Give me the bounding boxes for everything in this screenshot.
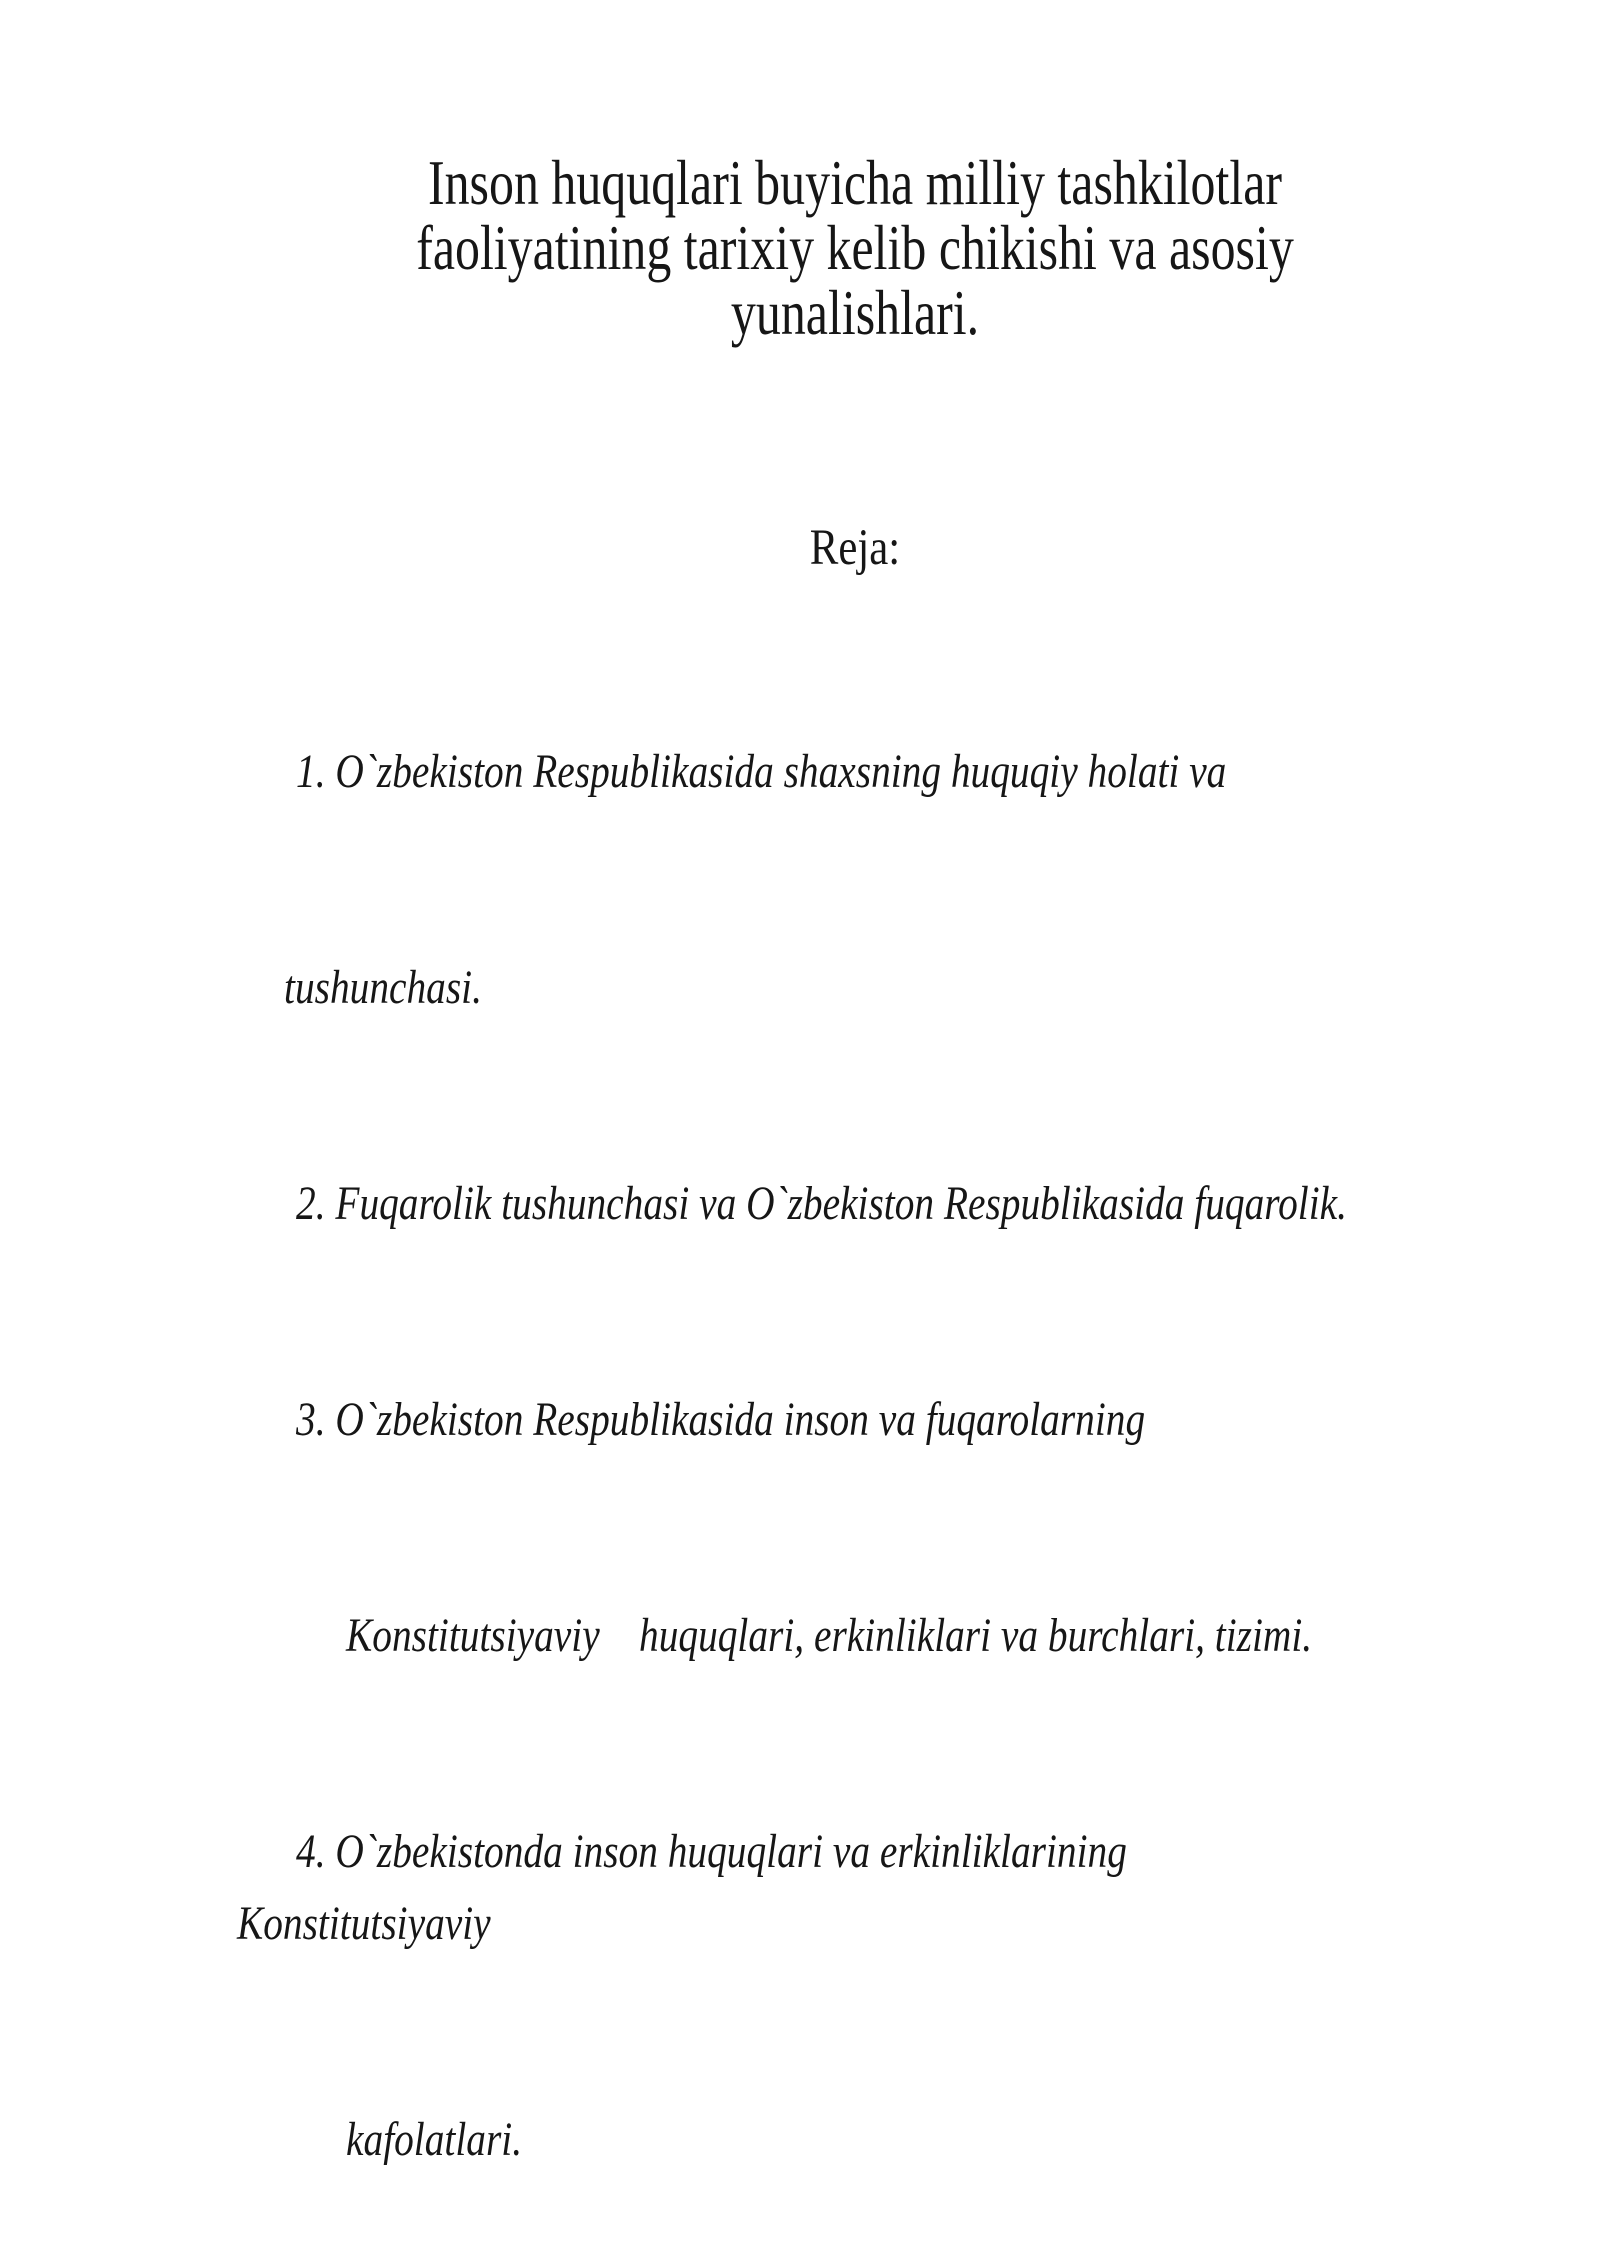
plan-item-4-text: O`zbekistonda inson huquqlari va erkinliklarining Konstitutsiyaviy [237,1825,1137,1950]
plan-item-1-text-continued: tushunchasi. [284,961,482,1014]
document-title [110,147,1600,348]
title-line-3: yunalishlari. [730,277,980,348]
plan-item-1-text: O`zbekiston Respublikasida shaxsning huquqiy holati va [335,745,1227,798]
plan-item-4-text-continued: kafolatlari. [346,2113,523,2166]
plan-item-1-line-1 [237,664,1355,880]
plan-item-1-number: 1. [296,745,326,798]
plan-item-4-line-1 [237,1744,1355,2032]
plan-item-3-text: O`zbekiston Respublikasida inson va fuqarolarning [335,1393,1146,1446]
title-line-2: faoliyatining tarixiy kelib chikishi va asosiy [416,212,1294,283]
title-line-1: Inson huquqlari buyicha milliy tashkilotlar [427,147,1283,218]
plan-item-2-number: 2. [296,1177,326,1230]
plan-item-3-line-1 [237,1312,1355,1528]
plan-heading: Reja: [809,520,901,576]
plan-list [0,664,1600,2248]
plan-item-4-number: 4. [296,1825,326,1878]
plan-item-3-line-2 [287,1528,1364,1744]
plan-item-3-number: 3. [296,1393,326,1446]
plan-item-2-text: Fuqarolik tushunchasi va O`zbekiston Respublikasida fuqarolik. [335,1177,1347,1230]
plan-item-3-text-continued: Konstitutsiyaviy huquqlari, erkinliklari va burchlari, tizimi. [346,1609,1313,1662]
plan-item-4-line-2 [287,2032,1364,2248]
plan-item-2-line-1 [237,1096,1355,1312]
plan-item-1-line-2 [225,880,1353,1096]
